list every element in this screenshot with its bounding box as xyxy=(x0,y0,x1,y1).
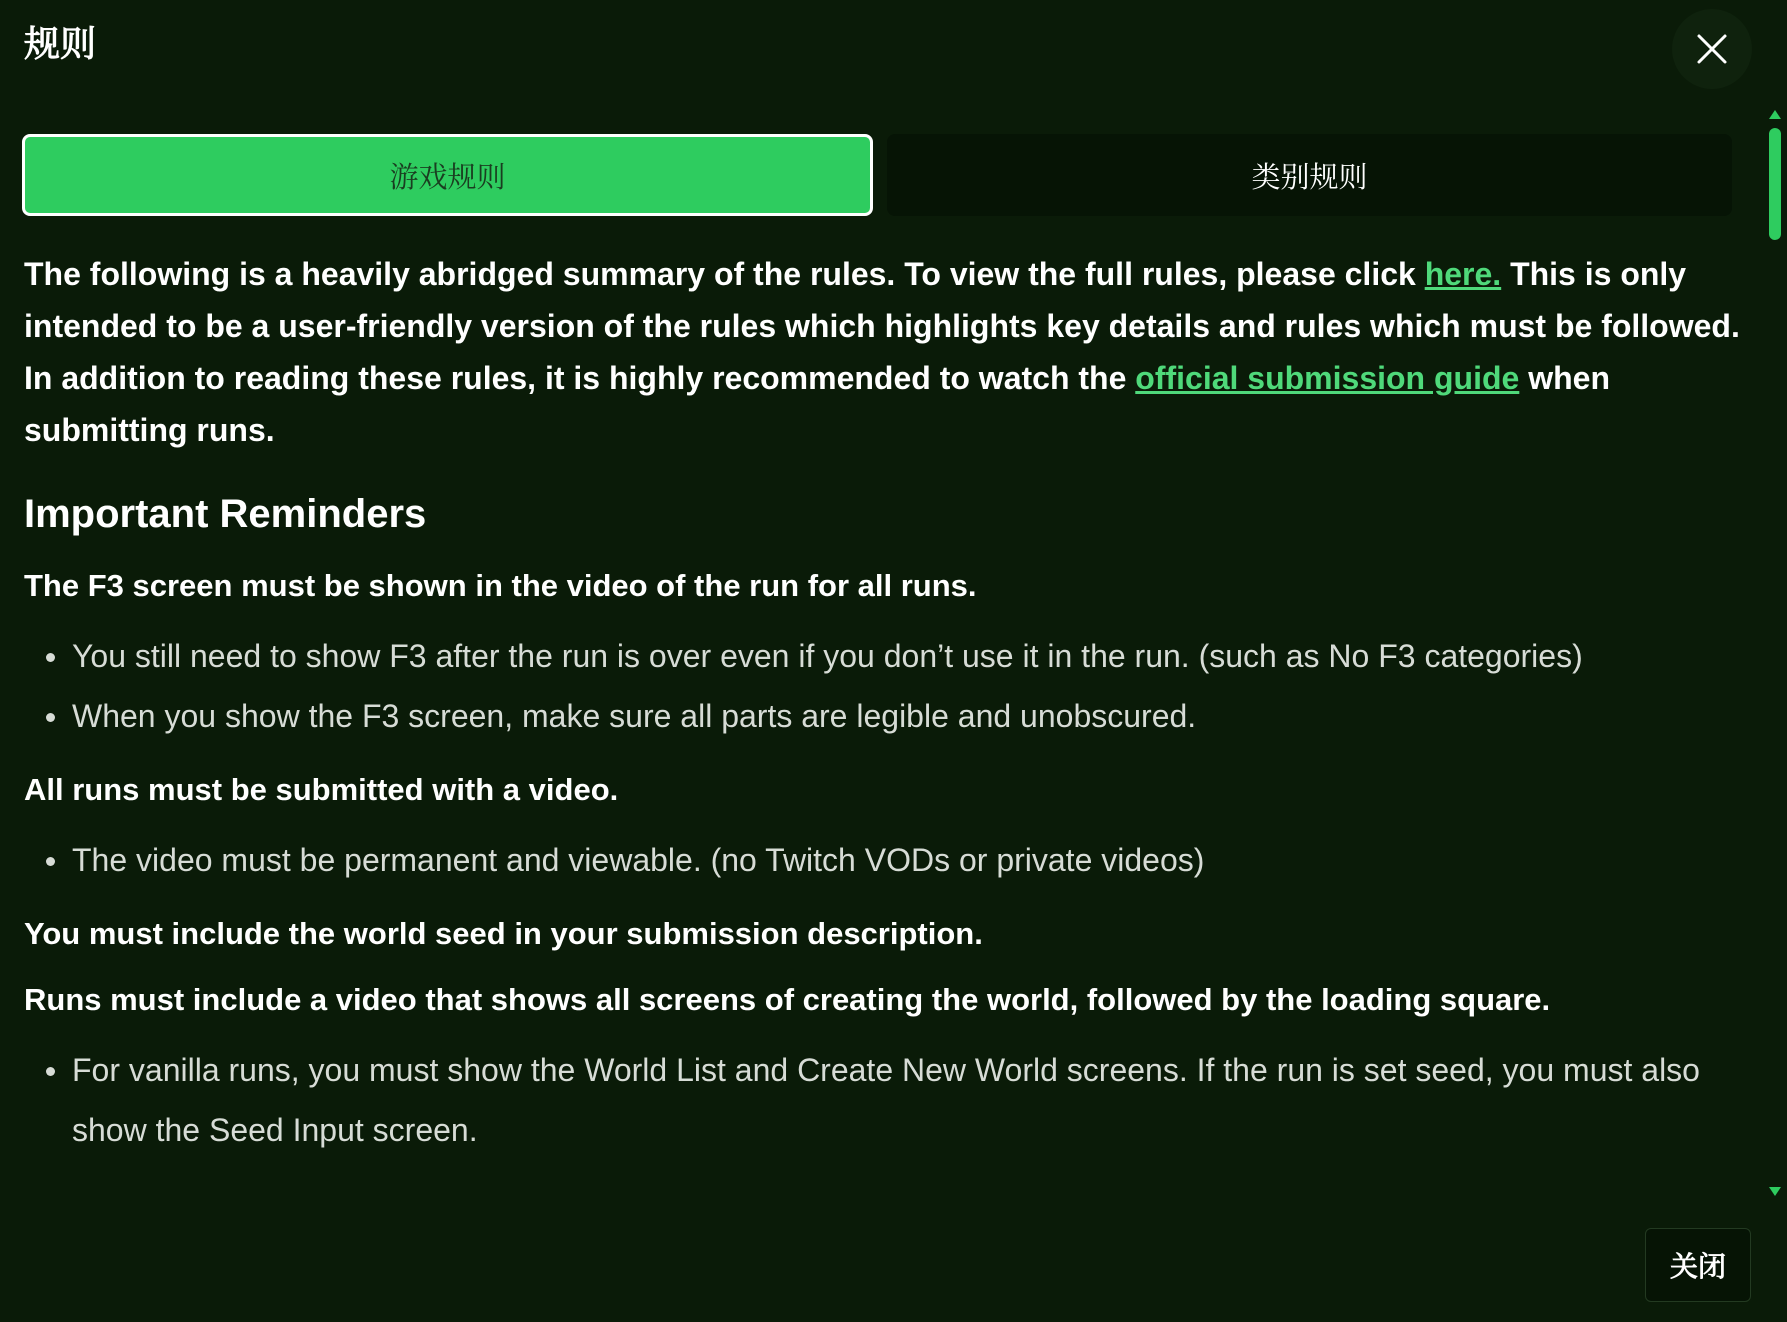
list-item: You still need to show F3 after the run is over even if you don’t use it in the run. (such as No F3 categories) xyxy=(72,626,1744,686)
rule-list-video xyxy=(24,830,1744,890)
intro-text-2: This is only intended to be a user-friendly version of the rules which highlights key details and rules which must be followed. In addition to reading these rules, it is highly recommended to watch the xyxy=(24,256,1740,396)
close-icon xyxy=(1695,32,1729,66)
section-title: Important Reminders xyxy=(24,492,427,536)
submission-guide-link[interactable]: official submission guide xyxy=(1135,360,1520,396)
list-item: When you show the F3 screen, make sure all parts are legible and unobscured. xyxy=(72,686,1744,746)
tab-category-rules[interactable]: 类别规则 xyxy=(887,134,1732,216)
rule-list-world-creation xyxy=(24,1040,1744,1160)
intro-text-3: when submitting runs. xyxy=(24,360,1610,448)
rule-heading-f3: The F3 screen must be shown in the video of the run for all runs. xyxy=(24,568,977,603)
intro-text-1: The following is a heavily abridged summary of the rules. To view the full rules, please click xyxy=(24,256,1425,292)
modal-title: 规则 xyxy=(24,23,97,64)
rule-heading-seed: You must include the world seed in your submission description. xyxy=(24,916,983,951)
full-rules-link[interactable]: here. xyxy=(1424,256,1502,292)
list-item: The video must be permanent and viewable. (no Twitch VODs or private videos) xyxy=(72,830,1744,890)
footer-close-button[interactable]: 关闭 xyxy=(1645,1228,1751,1302)
intro-paragraph xyxy=(24,248,1744,456)
rules-scroll-area[interactable] xyxy=(0,108,1765,1198)
scroll-up-arrow-icon[interactable] xyxy=(1769,110,1781,119)
scrollbar-thumb[interactable] xyxy=(1769,128,1781,240)
rules-tabs xyxy=(22,134,1732,216)
rule-heading-world-creation: Runs must include a video that shows all screens of creating the world, followed by the loading square. xyxy=(24,982,1551,1017)
scroll-down-arrow-icon[interactable] xyxy=(1769,1187,1781,1196)
rule-list-f3 xyxy=(24,626,1744,746)
scrollbar[interactable] xyxy=(1766,108,1784,1198)
rule-heading-video: All runs must be submitted with a video. xyxy=(24,772,619,807)
rules-content xyxy=(24,248,1744,1160)
list-item: For vanilla runs, you must show the World List and Create New World screens. If the run is set seed, you must also show the Seed Input screen. xyxy=(72,1040,1744,1160)
close-button[interactable] xyxy=(1672,9,1752,89)
tab-game-rules[interactable]: 游戏规则 xyxy=(22,134,873,216)
